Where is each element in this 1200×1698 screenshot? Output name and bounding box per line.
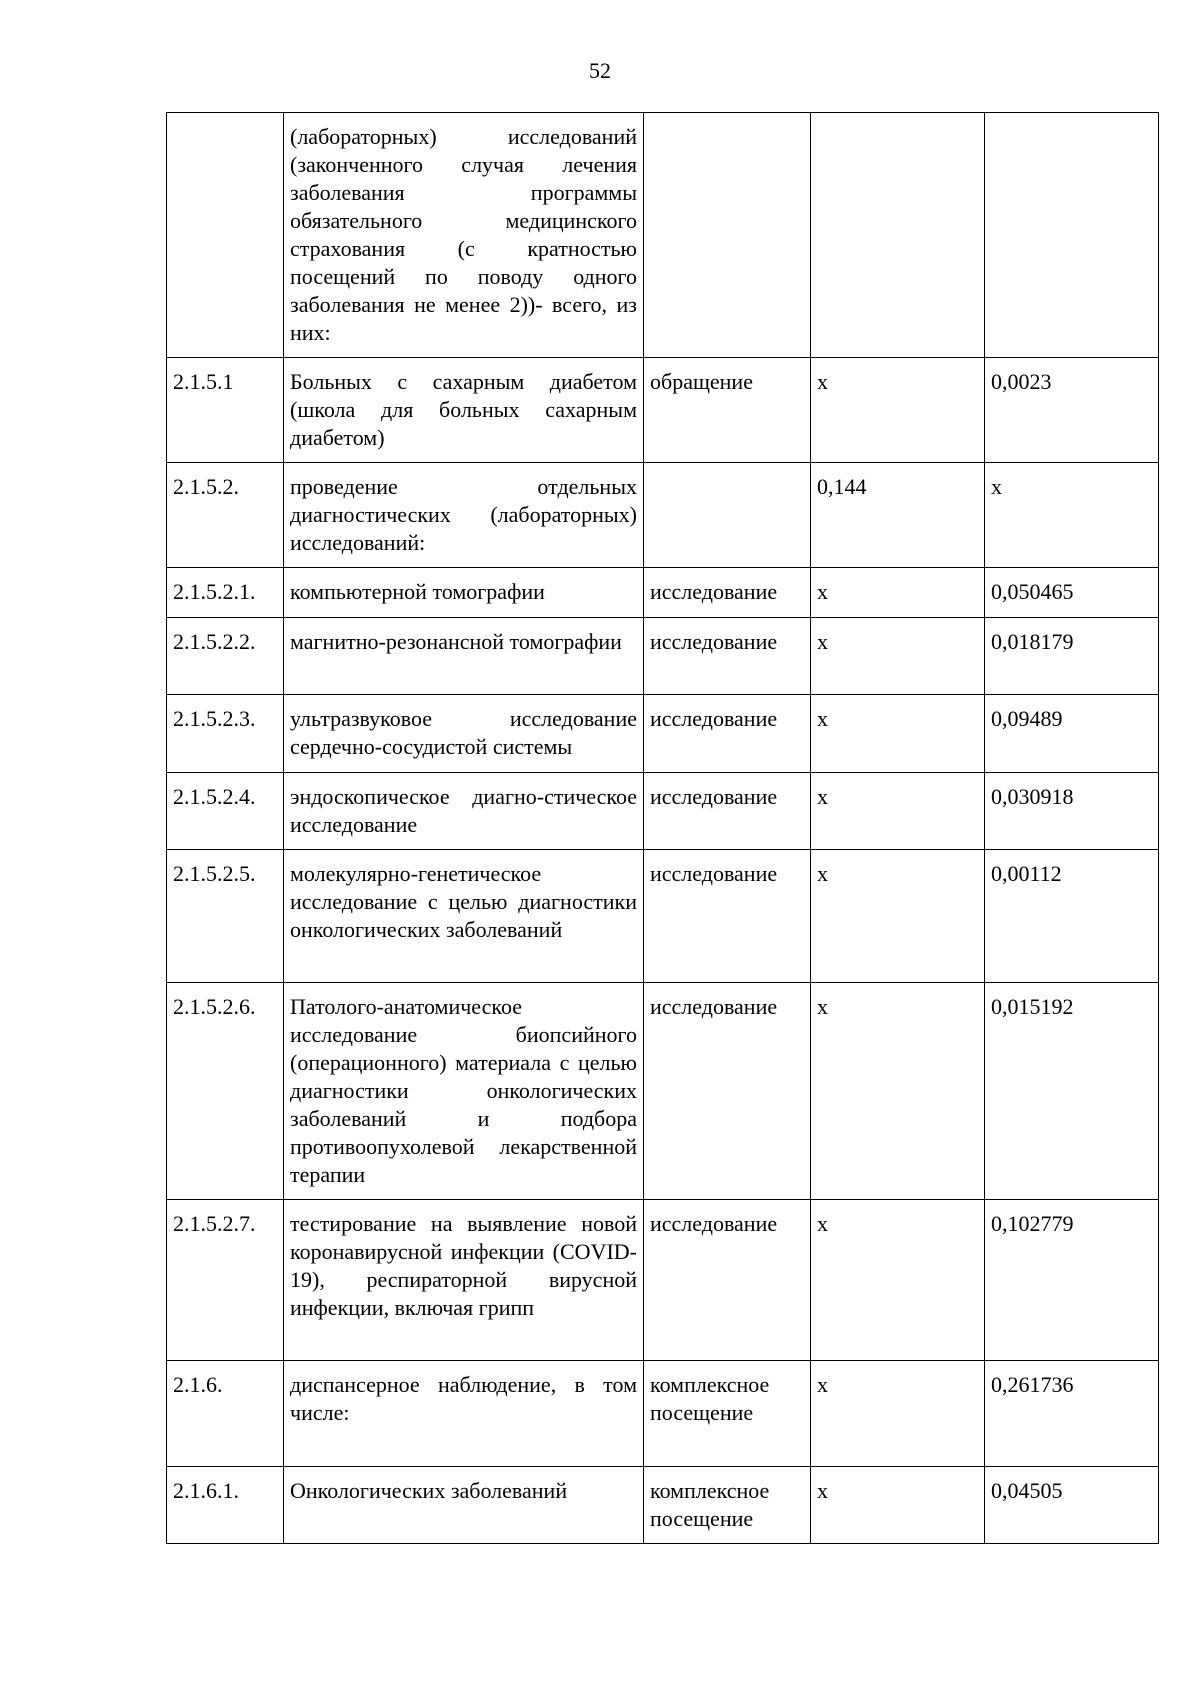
row-name: Онкологических заболеваний xyxy=(284,1467,644,1544)
row-number: 2.1.5.2.1. xyxy=(167,568,284,618)
row-unit: обращение xyxy=(644,358,811,463)
row-value-1: х xyxy=(811,1467,985,1544)
row-value-2: 0,030918 xyxy=(985,773,1159,850)
row-value-1: х xyxy=(811,568,985,618)
row-value-2: 0,09489 xyxy=(985,695,1159,773)
row-name: (лабораторных) исследований (законченного случая лечения заболевания программы обязательного медицинского страхования (с кратностью посещений по поводу одного заболевания не менее 2))- всего, из них: xyxy=(284,113,644,358)
table-row xyxy=(167,463,1159,568)
row-number: 2.1.5.2.7. xyxy=(167,1200,284,1361)
row-name: тестирование на выявление новой коронавирусной инфекции (COVID-19), респираторной вирусной инфекции, включая грипп xyxy=(284,1200,644,1361)
row-number: 2.1.5.1 xyxy=(167,358,284,463)
row-value-1: х xyxy=(811,1361,985,1467)
row-value-1: х xyxy=(811,850,985,983)
row-number: 2.1.6. xyxy=(167,1361,284,1467)
row-value-2: 0,00112 xyxy=(985,850,1159,983)
row-name: молекулярно-генетическое исследование с целью диагностики онкологических заболеваний xyxy=(284,850,644,983)
row-value-1: х xyxy=(811,358,985,463)
row-value-1: х xyxy=(811,1200,985,1361)
row-unit: комплексное посещение xyxy=(644,1361,811,1467)
row-unit xyxy=(644,463,811,568)
row-unit: исследование xyxy=(644,850,811,983)
row-number: 2.1.5.2.4. xyxy=(167,773,284,850)
table-row xyxy=(167,618,1159,695)
row-unit: исследование xyxy=(644,618,811,695)
row-name: диспансерное наблюдение, в том числе: xyxy=(284,1361,644,1467)
row-value-1: х xyxy=(811,983,985,1200)
row-number: 2.1.5.2.6. xyxy=(167,983,284,1200)
table-row xyxy=(167,568,1159,618)
row-value-1: х xyxy=(811,695,985,773)
row-unit xyxy=(644,113,811,358)
row-value-2: 0,050465 xyxy=(985,568,1159,618)
table-row xyxy=(167,1200,1159,1361)
row-unit: исследование xyxy=(644,983,811,1200)
row-value-1 xyxy=(811,113,985,358)
row-value-1: х xyxy=(811,773,985,850)
row-value-2: 0,015192 xyxy=(985,983,1159,1200)
row-number xyxy=(167,113,284,358)
row-value-2: 0,102779 xyxy=(985,1200,1159,1361)
table-row xyxy=(167,695,1159,773)
row-value-1: 0,144 xyxy=(811,463,985,568)
row-number: 2.1.5.2. xyxy=(167,463,284,568)
data-table xyxy=(166,112,1159,1544)
row-unit: исследование xyxy=(644,1200,811,1361)
table-row xyxy=(167,983,1159,1200)
table-row xyxy=(167,113,1159,358)
row-number: 2.1.5.2.2. xyxy=(167,618,284,695)
row-value-2: 0,0023 xyxy=(985,358,1159,463)
row-name: магнитно-резонансной томографии xyxy=(284,618,644,695)
row-name: Патолого-анатомическое исследование биопсийного (операционного) материала с целью диагностики онкологических заболеваний и подбора противоопухолевой лекарственной терапии xyxy=(284,983,644,1200)
row-name: Больных с сахарным диабетом (школа для больных сахарным диабетом) xyxy=(284,358,644,463)
row-unit: исследование xyxy=(644,773,811,850)
row-value-2: х xyxy=(985,463,1159,568)
row-value-2: 0,04505 xyxy=(985,1467,1159,1544)
row-name: проведение отдельных диагностических (лабораторных) исследований: xyxy=(284,463,644,568)
table-row xyxy=(167,1467,1159,1544)
row-value-2 xyxy=(985,113,1159,358)
page-number: 52 xyxy=(589,58,611,83)
row-unit: исследование xyxy=(644,568,811,618)
row-name: ультразвуковое исследование сердечно-сосудистой системы xyxy=(284,695,644,773)
row-unit: комплексное посещение xyxy=(644,1467,811,1544)
row-number: 2.1.5.2.3. xyxy=(167,695,284,773)
row-number: 2.1.6.1. xyxy=(167,1467,284,1544)
row-value-1: х xyxy=(811,618,985,695)
row-value-2: 0,261736 xyxy=(985,1361,1159,1467)
row-name: компьютерной томографии xyxy=(284,568,644,618)
row-value-2: 0,018179 xyxy=(985,618,1159,695)
table-row xyxy=(167,358,1159,463)
row-number: 2.1.5.2.5. xyxy=(167,850,284,983)
table-row xyxy=(167,773,1159,850)
row-name: эндоскопическое диагно-стическое исследование xyxy=(284,773,644,850)
table-row xyxy=(167,850,1159,983)
row-unit: исследование xyxy=(644,695,811,773)
table-row xyxy=(167,1361,1159,1467)
